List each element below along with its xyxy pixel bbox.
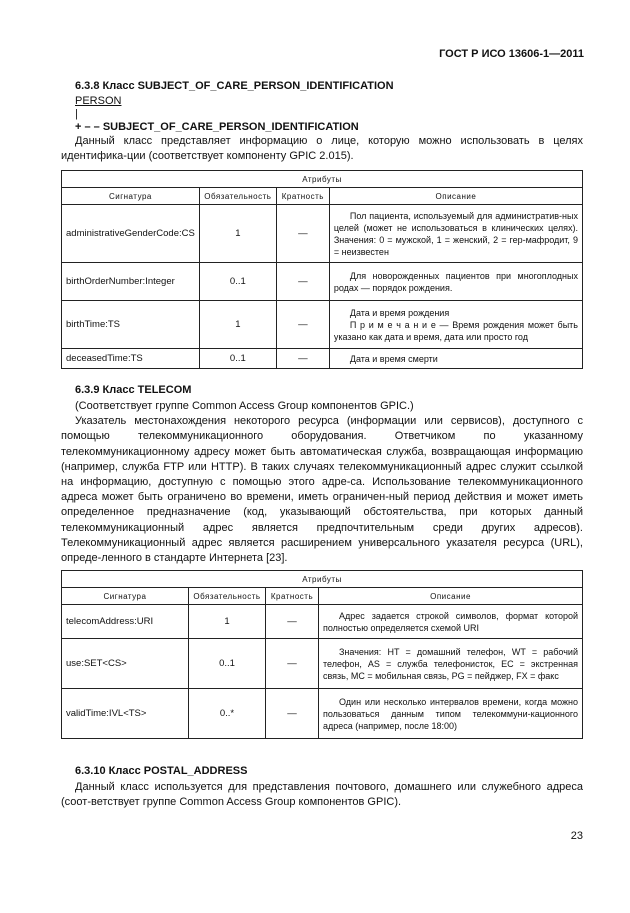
table-title: Атрибуты [62,571,583,588]
table-row [62,689,583,739]
column-header-obligation: Обязательность [199,188,276,205]
table-row [62,349,583,369]
attributes-table-telecom [61,570,583,739]
column-header-description: Описание [319,588,583,605]
table-title: Атрибуты [62,171,583,188]
cell-obligation: 0..1 [199,349,276,369]
column-header-multiplicity: Кратность [266,588,319,605]
cell-signature: telecomAddress:URI [62,605,189,639]
cell-description: Адрес задается строкой символов, формат которой полностью определяется схемой URI [319,605,583,639]
diagram-child-class: + – – SUBJECT_OF_CARE_PERSON_IDENTIFICATION [75,121,359,133]
section-6-3-9-paragraph: (Соответствует группе Common Access Group компонентов GPIC.) Указатель местонахождения некоторого ресурса (информации или сервисов), доступного с помощью телекоммуникационного оборудования. Ответчиком по указанному телекоммуникационному адресу может быть автоматическая служба, возвращающая информацию (например, служба FTP или HTTP). В таких случаях телекоммуникационный адрес служит ссылкой на информацию, доступную с помощью этого адре-са. Использование телекоммуникационного адреса может быть ограничено во времени, иметь ограничен-ный период действия и может иметь определенное предназначение (код, указывающий обстоятельства, при которых данный телекоммуникационный адрес является предпочтительным среди других адресов). Телекоммуникационный адрес является расширением универсального указателя ресурса (URL), опреде-ленного в стандарте Интернета [23]. [61,400,583,565]
column-header-description: Описание [329,188,582,205]
diagram-connector: | [75,108,78,120]
cell-description: Для новорожденных пациентов при многоплодных родах — порядок рождения. [329,263,582,301]
cell-obligation: 1 [189,605,266,639]
cell-signature: administrativeGenderCode:CS [62,205,200,263]
section-heading-6-3-10: 6.3.10 Класс POSTAL_ADDRESS [75,765,248,777]
cell-description: Значения: HT = домашний телефон, WT = рабочий телефон, AS = служба телефонисток, EC = экстренная связь, MC = мобильная связь, PG = пейджер, FX = факс [319,639,583,689]
cell-obligation: 1 [199,301,276,349]
cell-multiplicity: — [276,301,329,349]
column-header-obligation: Обязательность [189,588,266,605]
cell-signature: validTime:IVL<TS> [62,689,189,739]
cell-signature: birthOrderNumber:Integer [62,263,200,301]
column-header-signature: Сигнатура [62,188,200,205]
cell-obligation: 1 [199,205,276,263]
section-heading-6-3-9: 6.3.9 Класс TELECOM [75,384,192,396]
column-header-signature: Сигнатура [62,588,189,605]
cell-signature: deceasedTime:TS [62,349,200,369]
page-number: 23 [570,830,583,842]
cell-multiplicity: — [276,349,329,369]
attributes-table-subject-of-care [61,170,583,369]
section-heading-6-3-8: 6.3.8 Класс SUBJECT_OF_CARE_PERSON_IDENTIFICATION [75,80,394,92]
cell-description: Один или несколько интервалов времени, когда можно пользоваться данным типом телекоммуни-кационного адреса (например, после 18:00) [319,689,583,739]
section-6-3-10-paragraph: Данный класс используется для представления почтового, домашнего или служебного адреса (соот-ветствует группе Common Access Group компонентов GPIC). [61,781,583,809]
table-row [62,605,583,639]
cell-obligation: 0..* [189,689,266,739]
cell-description: Пол пациента, используемый для административ-ных целей (может не использоваться в клинических целях). Значения: 0 = мужской, 1 = женский, 2 = гер-мафродит, 9 = неизвестен [329,205,582,263]
table-row [62,263,583,301]
cell-multiplicity: — [276,205,329,263]
column-header-multiplicity: Кратность [276,188,329,205]
document-header: ГОСТ Р ИСО 13606-1—2011 [439,48,584,60]
cell-signature: use:SET<CS> [62,639,189,689]
cell-obligation: 0..1 [189,639,266,689]
table-row [62,205,583,263]
cell-multiplicity: — [266,689,319,739]
section-6-3-8-paragraph: Данный класс представляет информацию о лице, которую можно использовать в целях идентифика-ции (соответствует компоненту GPIC 2.015). [61,135,583,163]
cell-signature: birthTime:TS [62,301,200,349]
table-row [62,639,583,689]
diagram-parent-class: PERSON [75,95,122,107]
cell-multiplicity: — [276,263,329,301]
cell-obligation: 0..1 [199,263,276,301]
cell-multiplicity: — [266,605,319,639]
cell-description: Дата и время смерти [329,349,582,369]
table-row [62,301,583,349]
cell-multiplicity: — [266,639,319,689]
cell-description: Дата и время рождения П р и м е ч а н и е — Время рождения может быть указано как дата и время, дата или просто год [329,301,582,349]
